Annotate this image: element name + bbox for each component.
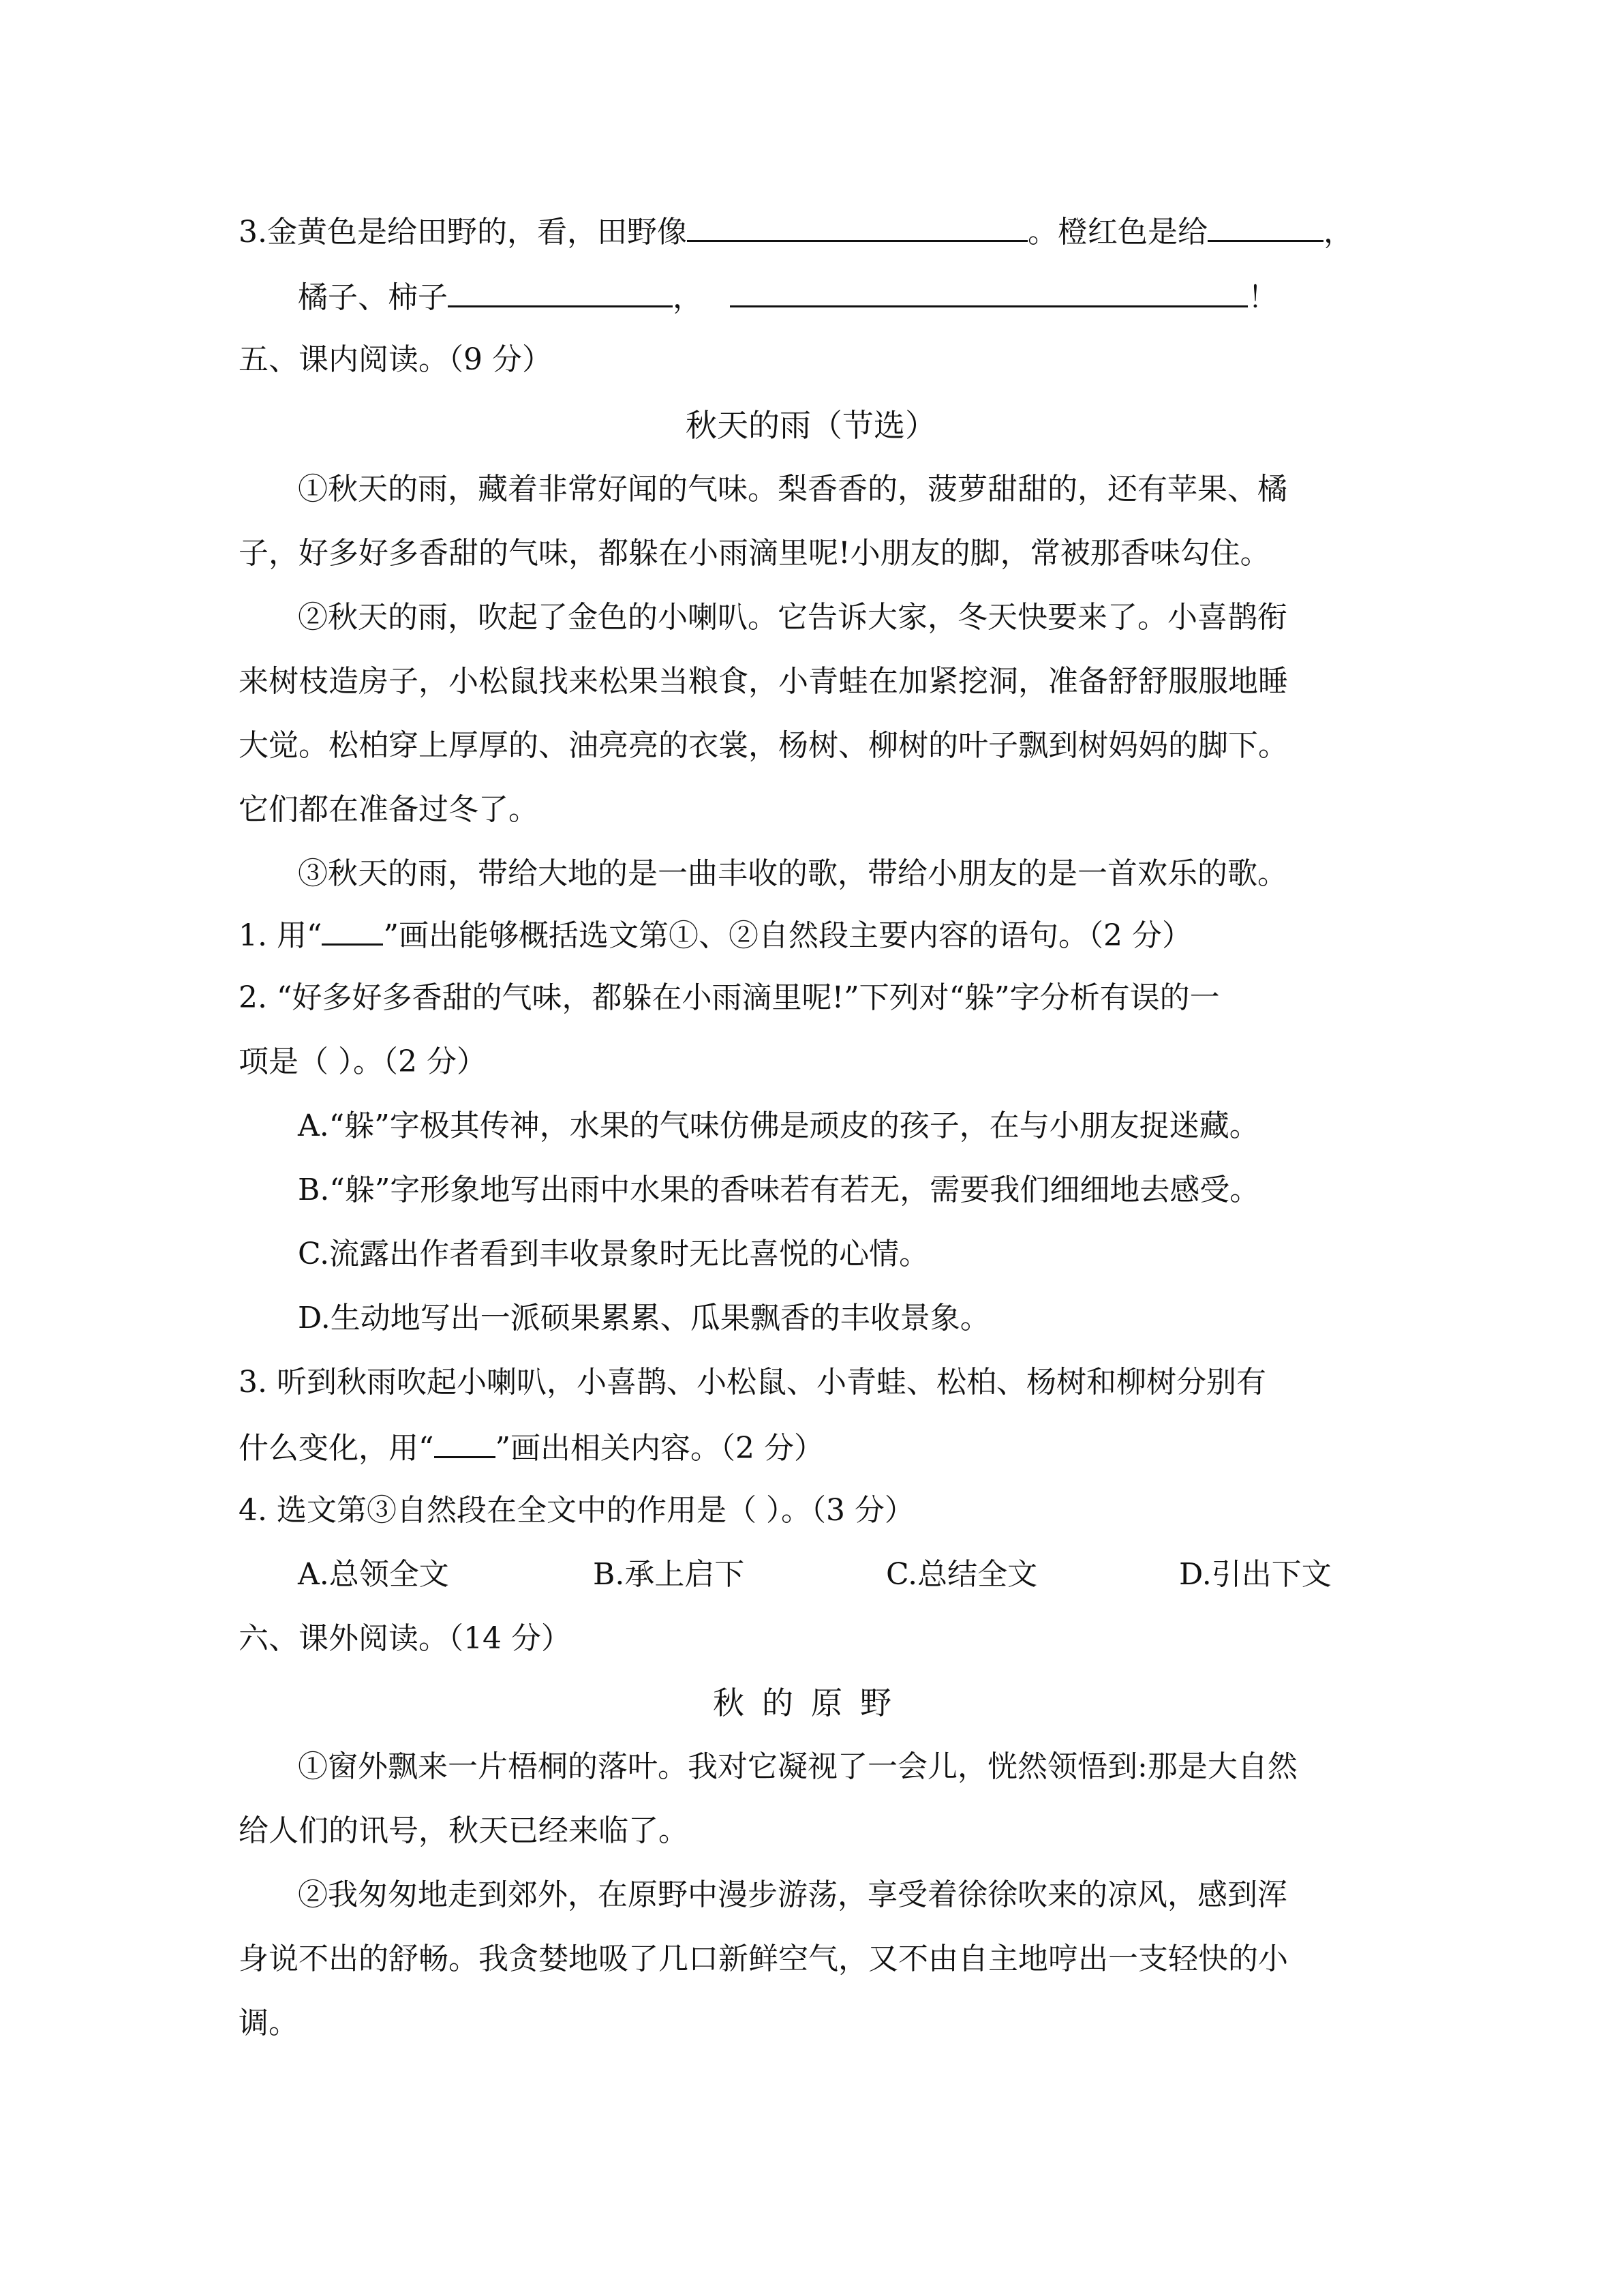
- passage1-p2-line4: 它们都在准备过冬了。: [239, 792, 538, 827]
- question-2-option-d: D.生动地写出一派硕果累累、瓜果飘香的丰收景象。: [298, 1301, 990, 1335]
- answer-blank-1[interactable]: [687, 210, 1028, 242]
- question-4-option-b: B.承上启下: [593, 1557, 745, 1592]
- q4-3-text-e: ，: [673, 280, 703, 315]
- q4-3-line2: [298, 275, 1278, 318]
- passage1-p3-line1: ③秋天的雨，带给大地的是一曲丰收的歌，带给小朋友的是一首欢乐的歌。: [298, 856, 1287, 891]
- underline-sample-2: [434, 1426, 495, 1458]
- section6-heading: 六、课外阅读。（14 分）: [239, 1621, 571, 1656]
- question-2-line1: 2. “好多好多香甜的气味，都躲在小雨滴里呢!”下列对“躲”字分析有误的一: [239, 980, 1220, 1015]
- underline-sample-1: [322, 913, 383, 946]
- question-1-text-a: 1. 用“: [239, 918, 322, 953]
- q4-3-text-c: ，: [1323, 215, 1353, 250]
- q4-3-text-a: 3.金黄色是给田野的，看，田野像: [239, 215, 687, 250]
- question-1: [239, 913, 1192, 956]
- section5-heading: 五、课内阅读。（9 分）: [239, 342, 552, 377]
- passage2-p2-line1: ②我匆匆地走到郊外，在原野中漫步游荡，享受着徐徐吹来的凉风，感到浑: [298, 1877, 1287, 1912]
- q4-3-text-f: ！: [1248, 280, 1278, 315]
- q4-3-text-d: 橘子、柿子: [298, 280, 448, 315]
- question-4-option-a: A.总领全文: [298, 1557, 449, 1592]
- question-4-option-c: C.总结全文: [886, 1557, 1038, 1592]
- question-3-line1: 3. 听到秋雨吹起小喇叭，小喜鹊、小松鼠、小青蛙、松柏、杨树和柳树分别有: [239, 1365, 1266, 1400]
- question-4-option-d: D.引出下文: [1179, 1557, 1332, 1592]
- question-2-option-a: A.“躲”字极其传神，水果的气味仿佛是顽皮的孩子，在与小朋友捉迷藏。: [298, 1108, 1259, 1143]
- answer-blank-3[interactable]: [448, 275, 673, 307]
- question-2-option-c: C.流露出作者看到丰收景象时无比喜悦的心情。: [298, 1237, 930, 1271]
- passage1-p2-line3: 大觉。松柏穿上厚厚的、油亮亮的衣裳，杨树、柳树的叶子飘到树妈妈的脚下。: [239, 728, 1288, 763]
- passage2-p2-line3: 调。: [239, 2006, 299, 2040]
- question-4: 4. 选文第③自然段在全文中的作用是（ ）。（3 分）: [239, 1493, 915, 1528]
- question-3-text-a: 什么变化，用“: [239, 1431, 434, 1466]
- section5-passage-title: 秋天的雨（节选）: [686, 407, 936, 444]
- question-3-line2: [239, 1426, 824, 1469]
- answer-blank-4[interactable]: [730, 275, 1248, 307]
- passage1-p1-line2: 子，好多好多香甜的气味，都躲在小雨滴里呢!小朋友的脚，常被那香味勾住。: [239, 536, 1270, 571]
- question-3-text-b: ”画出相关内容。（2 分）: [495, 1431, 824, 1466]
- passage1-p2-line1: ②秋天的雨，吹起了金色的小喇叭。它告诉大家，冬天快要来了。小喜鹊衔: [298, 600, 1287, 635]
- passage2-p1-line2: 给人们的讯号，秋天已经来临了。: [239, 1813, 688, 1848]
- q4-3-text-b: 。橙红色是给: [1027, 215, 1208, 250]
- q4-3-line1: [239, 210, 1353, 253]
- question-1-text-b: ”画出能够概括选文第①、②自然段主要内容的语句。（2 分）: [383, 918, 1192, 953]
- answer-blank-2[interactable]: [1208, 210, 1323, 242]
- passage1-p1-line1: ①秋天的雨，藏着非常好闻的气味。梨香香的，菠萝甜甜的，还有苹果、橘: [298, 472, 1287, 507]
- passage2-p2-line2: 身说不出的舒畅。我贪婪地吸了几口新鲜空气，又不由自主地哼出一支轻快的小: [239, 1942, 1288, 1976]
- question-2-line2: 项是（ ）。（2 分）: [239, 1044, 487, 1079]
- question-2-option-b: B.“躲”字形象地写出雨中水果的香味若有若无，需要我们细细地去感受。: [298, 1173, 1260, 1207]
- passage1-p2-line2: 来树枝造房子，小松鼠找来松果当粮食，小青蛙在加紧挖洞，准备舒舒服服地睡: [239, 664, 1288, 699]
- passage2-p1-line1: ①窗外飘来一片梧桐的落叶。我对它凝视了一会儿，恍然领悟到:那是大自然: [298, 1749, 1298, 1784]
- section6-passage-title: 秋的原野: [713, 1685, 909, 1721]
